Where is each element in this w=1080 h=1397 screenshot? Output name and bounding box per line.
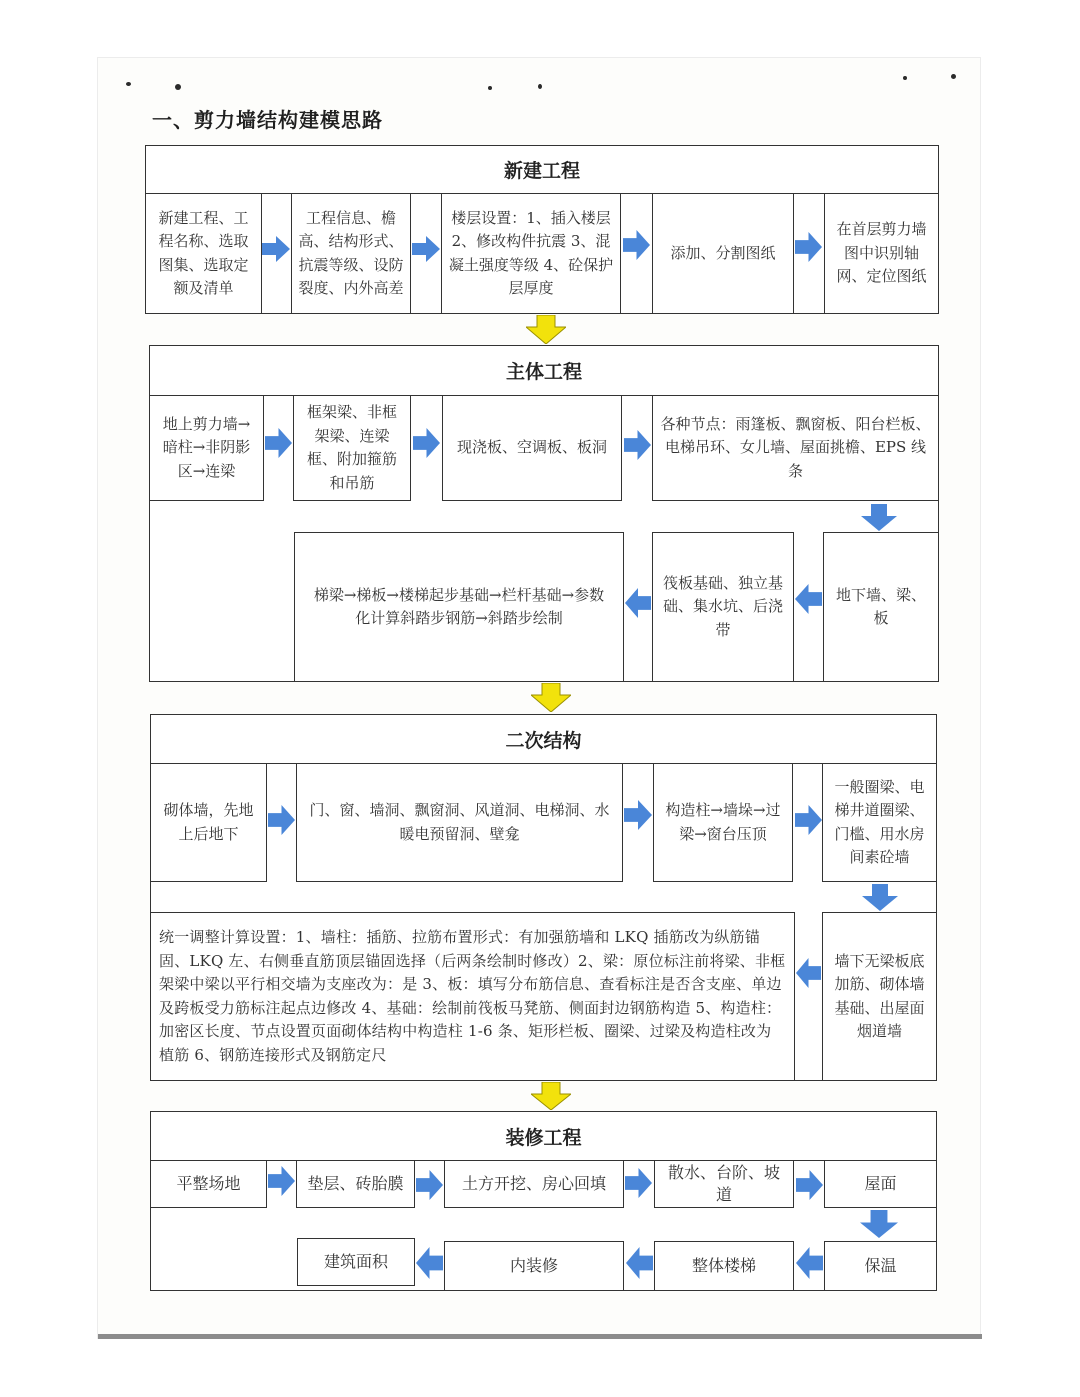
arrow-right-icon	[624, 430, 651, 460]
arrow-right-icon	[412, 236, 440, 262]
step-decoration-7: 整体楼梯	[654, 1241, 794, 1291]
step-secondary-4: 一般圈梁、电梯井道圈梁、门槛、用水房间素砼墙	[822, 763, 937, 882]
step-main-5: 地下墙、梁、板	[823, 532, 939, 682]
section-arrow-down-icon	[531, 683, 571, 712]
step-new-project-1: 新建工程、工程名称、选取图集、选取定额及清单	[145, 193, 262, 314]
section-arrow-down-icon	[531, 1082, 571, 1110]
arrow-right-icon	[416, 1170, 443, 1200]
step-new-project-4: 添加、分割图纸	[652, 193, 794, 314]
step-secondary-2: 门、窗、墙洞、飘窗洞、风道洞、电梯洞、水暖电预留洞、壁龛	[296, 763, 623, 882]
step-decoration-1: 平整场地	[150, 1160, 267, 1208]
step-main-4: 各种节点：雨篷板、飘窗板、阳台栏板、电梯吊环、女儿墙、屋面挑檐、EPS 线条	[652, 395, 939, 501]
arrow-left-icon	[796, 958, 821, 988]
arrow-left-icon	[795, 584, 822, 614]
arrow-down-icon	[862, 884, 898, 911]
arrow-right-icon	[265, 428, 292, 458]
section-title-decoration: 装修工程	[150, 1111, 937, 1161]
paper-edge-shadow	[98, 1334, 982, 1339]
arrow-right-icon	[268, 805, 295, 835]
ink-speck	[126, 82, 131, 86]
arrow-right-icon	[624, 800, 652, 830]
ink-speck	[538, 84, 542, 89]
step-secondary-5: 墙下无梁板底加筋、砌体墙基础、出屋面烟道墙	[822, 912, 937, 1081]
arrow-left-icon	[625, 588, 651, 618]
step-decoration-2: 垫层、砖胎膜	[296, 1160, 415, 1208]
ink-speck	[903, 76, 907, 80]
section-title-new-project: 新建工程	[145, 145, 939, 194]
step-decoration-9: 建筑面积	[297, 1238, 415, 1286]
arrow-right-icon	[268, 1166, 295, 1196]
arrow-left-icon	[796, 1247, 823, 1279]
arrow-down-icon	[861, 504, 897, 531]
step-main-7: 梯梁→梯板→楼梯起步基础→栏杆基础→参数化计算斜踏步钢筋→斜踏步绘制	[294, 532, 624, 682]
step-new-project-5: 在首层剪力墙图中识别轴网、定位图纸	[824, 193, 939, 314]
ink-speck	[488, 86, 492, 90]
document-title: 一、剪力墙结构建模思路	[152, 108, 383, 132]
arrow-left-icon	[416, 1247, 443, 1279]
step-decoration-6: 保温	[824, 1241, 937, 1291]
step-decoration-3: 土方开挖、房心回填	[444, 1160, 624, 1208]
arrow-right-icon	[796, 1170, 823, 1200]
step-decoration-8: 内装修	[444, 1241, 624, 1291]
section-title-main-structure: 主体工程	[149, 345, 939, 396]
step-main-1: 地上剪力墙→暗柱→非阴影区→连梁	[149, 395, 264, 501]
arrow-right-icon	[795, 805, 822, 835]
arrow-right-icon	[623, 230, 650, 260]
section-title-secondary-structure: 二次结构	[150, 714, 937, 764]
ink-speck	[951, 74, 956, 79]
step-secondary-1: 砌体墙，先地上后地下	[150, 763, 267, 882]
step-new-project-2: 工程信息、檐高、结构形式、抗震等级、设防裂度、内外高差	[291, 193, 411, 314]
step-secondary-3: 构造柱→墙垛→过梁→窗台压顶	[653, 763, 793, 882]
step-main-2: 框架梁、非框架梁、连梁框、附加箍筋和吊筋	[293, 395, 411, 501]
section-arrow-down-icon	[526, 315, 566, 344]
arrow-right-icon	[262, 236, 290, 262]
arrow-down-icon	[860, 1210, 898, 1238]
step-new-project-3: 楼层设置：1、插入楼层 2、修改构件抗震 3、混凝土强度等级 4、砼保护层厚度	[441, 193, 621, 314]
step-main-6: 筏板基础、独立基础、集水坑、后浇带	[652, 532, 794, 682]
arrow-right-icon	[413, 428, 440, 458]
step-main-3: 现浇板、空调板、板洞	[442, 395, 622, 501]
step-decoration-5: 屋面	[824, 1160, 937, 1208]
ink-speck	[175, 84, 181, 90]
step-decoration-4: 散水、台阶、坡道	[654, 1160, 794, 1208]
step-secondary-6: 统一调整计算设置：1、墙柱：插筋、拉筋布置形式：有加强筋墙和 LKQ 插筋改为纵筋锚固、LKQ 左、右侧垂直筋顶层锚固选择（后两条绘制时修改）2、梁：原位标注前将梁、非框架梁中梁以平行相交墙为支座改为：是 3、板：填写分布筋信息、查看标注是否含支座、单边及跨板受力筋标注起点边修改 4、基础：绘制前筏板马凳筋、侧面封边钢筋构造 5、构造柱：加密区长度、节点设置页面砌体结构中构造柱 1-6 条、矩形栏板、圈梁、过梁及构造柱改为植筋 6、钢筋连接形式及钢筋定尺	[150, 912, 795, 1081]
arrow-left-icon	[626, 1247, 653, 1279]
arrow-right-icon	[795, 232, 822, 262]
arrow-right-icon	[625, 1168, 652, 1198]
